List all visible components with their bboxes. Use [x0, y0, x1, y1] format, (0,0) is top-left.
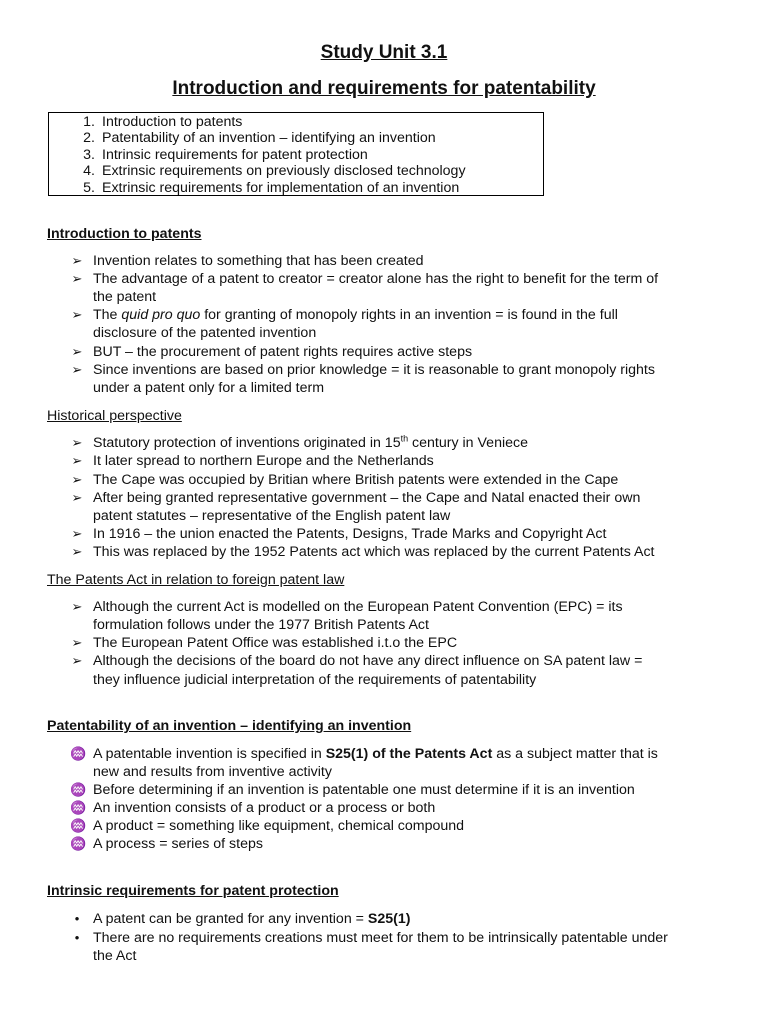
wave-bullet-icon: ♒ — [70, 800, 87, 815]
document-title: Introduction and requirements for patentability — [172, 78, 596, 99]
bullet-text: The quid pro quo for granting of monopoly rights in an invention = is found in the full — [93, 307, 618, 323]
bullet-text: An invention consists of a product or a process or both — [93, 800, 436, 816]
arrow-bullet-icon: ➢ — [71, 362, 83, 377]
bullet-text: A product = something like equipment, chemical compound — [93, 818, 465, 834]
bullet-text: new and results from inventive activity — [93, 764, 332, 780]
bullet-text: The advantage of a patent to creator = creator alone has the right to benefit for the term of — [93, 271, 659, 287]
arrow-bullet-icon: ➢ — [71, 344, 83, 359]
bullet-text: A patent can be granted for any invention = S25(1) — [93, 911, 411, 927]
arrow-bullet-icon: ➢ — [71, 599, 83, 614]
dot-bullet-icon: • — [74, 930, 80, 945]
table-of-contents: 1. Introduction to patents 2. Patentability of an invention – identifying an invention 3. Intrinsic requirements for patent protection 4. Extrinsic requirements on previously disclosed technology 5. Extrinsic requirements for implementation of an invention — [48, 112, 544, 196]
arrow-bullet-icon: ➢ — [71, 490, 83, 505]
bullet-text: they influence judicial interpretation of the requirements of patentability — [93, 672, 537, 688]
bullet-text: Invention relates to something that has been created — [93, 253, 424, 269]
bullet-text: The Cape was occupied by Britian where British patents were extended in the Cape — [93, 472, 619, 488]
arrow-bullet-icon: ➢ — [71, 653, 83, 668]
section-heading-history: Historical perspective — [47, 408, 182, 424]
unit-title: Study Unit 3.1 — [320, 42, 448, 63]
bullet-text: the patent — [93, 289, 157, 305]
arrow-bullet-icon: ➢ — [71, 526, 83, 541]
wave-bullet-icon: ♒ — [70, 818, 87, 833]
wave-bullet-icon: ♒ — [70, 836, 87, 851]
dot-bullet-icon: • — [74, 911, 80, 926]
arrow-bullet-icon: ➢ — [71, 453, 83, 468]
bullet-text: This was replaced by the 1952 Patents act which was replaced by the current Patents Act — [93, 544, 655, 560]
bullet-text: BUT – the procurement of patent rights requires active steps — [93, 344, 473, 360]
bullet-text: There are no requirements creations must meet for them to be intrinsically patentable under — [93, 930, 668, 946]
bullet-text: Statutory protection of inventions originated in 15th century in Veniece — [93, 433, 528, 451]
arrow-bullet-icon: ➢ — [71, 253, 83, 268]
arrow-bullet-icon: ➢ — [71, 435, 83, 450]
bullet-text: the Act — [93, 948, 137, 964]
bullet-text: patent statutes – representative of the English patent law — [93, 508, 451, 524]
bullet-text: The European Patent Office was established i.t.o the EPC — [93, 635, 458, 651]
bullet-text: Since inventions are based on prior knowledge = it is reasonable to grant monopoly rights — [93, 362, 655, 378]
bullet-text: under a patent only for a limited term — [93, 380, 325, 396]
bullet-text: A process = series of steps — [93, 836, 263, 852]
arrow-bullet-icon: ➢ — [71, 271, 83, 286]
wave-bullet-icon: ♒ — [70, 746, 87, 761]
bullet-text: disclosure of the patented invention — [93, 325, 317, 341]
bullet-text: In 1916 – the union enacted the Patents, Designs, Trade Marks and Copyright Act — [93, 526, 607, 542]
bullet-text: Before determining if an invention is patentable one must determine if it is an invention — [93, 782, 635, 798]
section-heading-intrinsic: Intrinsic requirements for patent protection — [47, 883, 339, 899]
section-heading-patentability: Patentability of an invention – identifying an invention — [47, 718, 412, 734]
arrow-bullet-icon: ➢ — [71, 635, 83, 650]
bullet-text: Although the current Act is modelled on the European Patent Convention (EPC) = its — [93, 599, 623, 615]
arrow-bullet-icon: ➢ — [71, 544, 83, 559]
wave-bullet-icon: ♒ — [70, 782, 87, 797]
section-heading-introduction: Introduction to patents — [47, 226, 202, 242]
bullet-text: After being granted representative government – the Cape and Natal enacted their own — [93, 490, 641, 506]
bullet-text: It later spread to northern Europe and the Netherlands — [93, 453, 434, 469]
bullet-text: A patentable invention is specified in S25(1) of the Patents Act as a subject matter that is — [93, 746, 658, 762]
arrow-bullet-icon: ➢ — [71, 307, 83, 322]
bullet-text: Although the decisions of the board do not have any direct influence on SA patent law = — [93, 653, 643, 669]
bullet-text: formulation follows under the 1977 British Patents Act — [93, 617, 429, 633]
section-heading-foreign-law: The Patents Act in relation to foreign patent law — [47, 572, 345, 588]
arrow-bullet-icon: ➢ — [71, 472, 83, 487]
